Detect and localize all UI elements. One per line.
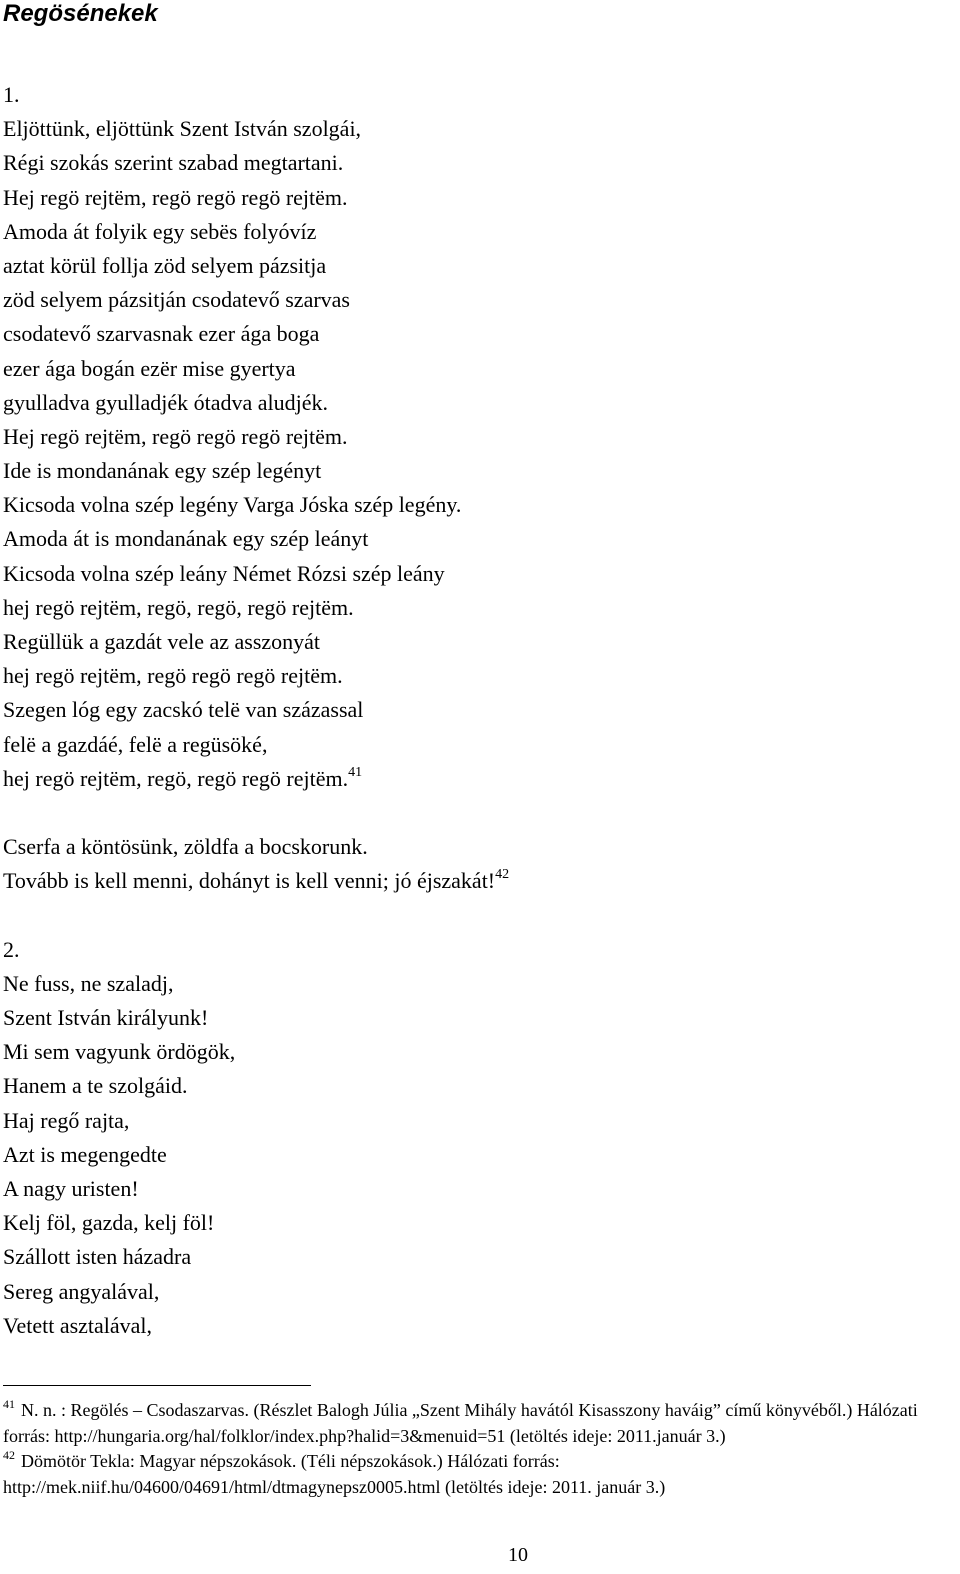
verse-line: Mi sem vagyunk ördögök, xyxy=(3,1039,236,1065)
verse-line: Haj regő rajta, xyxy=(3,1107,130,1133)
verse-line: Ide is mondanának egy szép legényt xyxy=(3,458,322,484)
verse-line: Hanem a te szolgáid. xyxy=(3,1073,188,1099)
verse-line: Vetett asztalával, xyxy=(3,1312,153,1338)
verse-line: felë a gazdáé, felë a regüsöké, xyxy=(3,731,268,757)
verse-line: Hej regö rejtëm, regö regö regö rejtëm. xyxy=(3,184,348,210)
verse-line: ezer ága bogán ezër mise gyertya xyxy=(3,355,296,381)
verse-line: csodatevő szarvasnak ezer ága boga xyxy=(3,321,320,347)
verse-line: Kelj föl, gazda, kelj föl! xyxy=(3,1210,215,1236)
poem-body xyxy=(3,78,509,1343)
verse-line: Ne fuss, ne szaladj, xyxy=(3,970,174,996)
verse-line: gyulladva gyulladjék ótadva aludjék. xyxy=(3,389,329,415)
verse-line: hej regö rejtëm, regö, regö, regö rejtëm. xyxy=(3,594,354,620)
verse-line: Amoda át folyik egy sebës folyóvíz xyxy=(3,218,317,244)
verse-line: Azt is megengedte xyxy=(3,1141,167,1167)
footnote-text: Dömötör Tekla: Magyar népszokások. (Téli népszokások.) Hálózati forrás: http://mek.niif.hu/04600/04691/html/dtmagynepsz0005.html (letöltés ideje: 2011. január 3.) xyxy=(3,1450,666,1497)
footnotes xyxy=(3,1398,958,1499)
section-number: 2. xyxy=(3,936,20,962)
footnote-separator xyxy=(3,1385,311,1386)
footnote-text: N. n. : Regölés – Csodaszarvas. (Részlet Balogh Júlia „Szent Mihály havától Kisasszony haváig” című könyvéből.) Hálózati forrás: http://hungaria.org/hal/folklor/index.php?halid=3&menuid=51 (letöltés ideje: 2011.január 3.) xyxy=(3,1400,918,1447)
footnote xyxy=(3,1449,958,1500)
section-number: 1. xyxy=(3,82,20,107)
document-title: Regösénekek xyxy=(3,0,158,27)
footnote-reference[interactable]: 42 xyxy=(495,867,510,883)
verse-line-text: Tovább is kell menni, dohányt is kell venni; jó éjszakát! xyxy=(3,868,496,894)
footnote-number: 42 xyxy=(3,1447,15,1462)
verse-line: Sereg angyalával, xyxy=(3,1278,160,1304)
footnote-reference[interactable]: 41 xyxy=(348,764,363,780)
verse-line: Cserfa a köntösünk, zöldfa a bocskorunk. xyxy=(3,834,368,860)
verse-line: Regüllük a gazdát vele az asszonyát xyxy=(3,629,321,654)
verse-line: Kicsoda volna szép legény Varga Jóska szép legény. xyxy=(3,492,462,518)
verse-line: Szent István királyunk! xyxy=(3,1005,209,1031)
verse-line xyxy=(3,864,509,898)
verse-line: Szegen lóg egy zacskó telë van százassal xyxy=(3,697,364,723)
section-1-verses xyxy=(3,112,509,762)
verse-line: zöd selyem pázsitján csodatevő szarvas xyxy=(3,287,350,313)
verse-line: hej regö rejtëm, regö regö regö rejtëm. xyxy=(3,663,343,689)
page-number: 10 xyxy=(508,1544,528,1566)
footnote xyxy=(3,1398,958,1449)
stanza-gap xyxy=(3,796,509,830)
verse-line-text: hej regö rejtëm, regö, regö regö rejtëm. xyxy=(3,765,349,791)
verse-line xyxy=(3,762,509,796)
verse-line: Régi szokás szerint szabad megtartani. xyxy=(3,150,344,176)
verse-line: Hej regö rejtëm, regö regö regö rejtëm. xyxy=(3,423,348,449)
verse-line: Amoda át is mondanának egy szép leányt xyxy=(3,526,369,552)
footnote-number: 41 xyxy=(3,1397,15,1411)
verse-line: Kicsoda volna szép leány Német Rózsi szép leány xyxy=(3,560,445,586)
stanza-gap xyxy=(3,899,509,933)
verse-line: aztat körül follja zöd selyem pázsitja xyxy=(3,252,327,278)
section-2-verses xyxy=(3,967,509,1343)
verse-line: Eljöttünk, eljöttünk Szent István szolgái, xyxy=(3,116,362,142)
verse-line: A nagy uristen! xyxy=(3,1176,139,1201)
verse-line: Szállott isten házadra xyxy=(3,1244,192,1270)
